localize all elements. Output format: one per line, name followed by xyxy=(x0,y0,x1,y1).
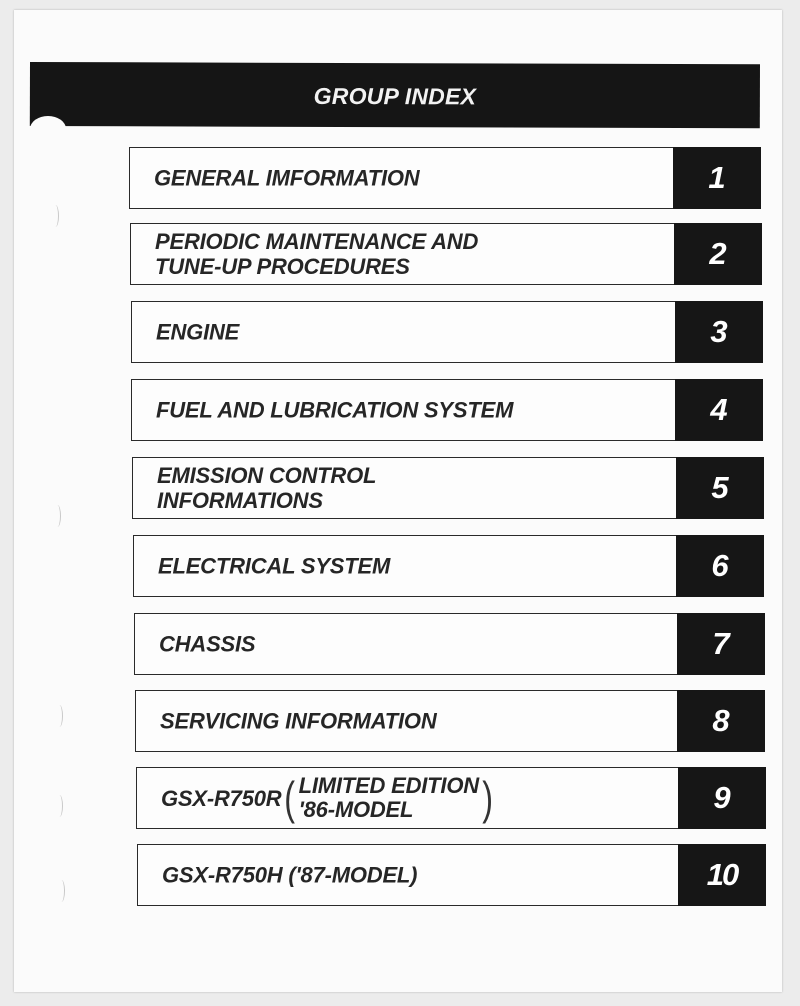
group-entry-title xyxy=(162,863,665,888)
group-number-tab[interactable]: 10 xyxy=(678,844,766,906)
group-number-tab[interactable]: 9 xyxy=(678,767,766,829)
model-detail-line: LIMITED EDITION xyxy=(298,773,479,798)
group-entry-title-line: SERVICING INFORMATION xyxy=(160,708,437,734)
binder-hole xyxy=(30,116,66,142)
group-entry-title xyxy=(156,398,662,423)
group-entry-title-line: ELECTRICAL SYSTEM xyxy=(158,553,391,579)
group-number-tab[interactable]: 8 xyxy=(677,690,765,752)
open-paren: ( xyxy=(284,772,296,824)
group-entry-title xyxy=(155,229,661,279)
group-entry-title-line: GSX-R750H ('87-MODEL) xyxy=(162,862,418,888)
group-entry-title xyxy=(158,554,663,579)
model-detail-line: '86-MODEL xyxy=(298,797,414,822)
group-entry-title-line: CHASSIS xyxy=(159,631,256,657)
group-index-header xyxy=(30,62,760,128)
group-entry[interactable] xyxy=(133,535,764,597)
binder-mark xyxy=(58,880,65,902)
group-entry[interactable] xyxy=(129,147,761,209)
group-entry-title xyxy=(157,463,663,513)
group-entry-title xyxy=(154,166,660,191)
close-paren: ) xyxy=(482,772,493,824)
group-entry[interactable] xyxy=(130,223,762,285)
group-entry-title-line: EMISSION CONTROL xyxy=(157,463,377,488)
group-entry-title-line: FUEL AND LUBRICATION SYSTEM xyxy=(156,397,514,423)
group-entry-title-line: INFORMATIONS xyxy=(157,488,323,513)
group-entry-title xyxy=(156,320,662,345)
group-entry-title xyxy=(160,709,664,734)
group-entry[interactable] xyxy=(136,767,766,829)
page-title: GROUP INDEX xyxy=(313,82,477,110)
group-entry-title-line: GENERAL IMFORMATION xyxy=(154,165,420,191)
group-entry-title-line: TUNE-UP PROCEDURES xyxy=(155,254,410,279)
group-number-tab[interactable]: 6 xyxy=(676,535,764,597)
group-entry-title-line: ENGINE xyxy=(156,319,240,345)
group-number-tab[interactable]: 4 xyxy=(675,379,763,441)
group-entry-title-line: PERIODIC MAINTENANCE AND xyxy=(155,229,479,254)
group-number-tab[interactable]: 3 xyxy=(675,301,763,363)
model-name: GSX-R750R xyxy=(161,785,282,811)
group-entry[interactable] xyxy=(134,613,765,675)
binder-mark xyxy=(54,505,61,527)
binder-mark xyxy=(56,795,63,817)
group-entry-title xyxy=(161,774,665,822)
binder-mark xyxy=(52,205,59,227)
group-number-tab[interactable]: 5 xyxy=(676,457,764,519)
group-number-tab[interactable]: 2 xyxy=(674,223,762,285)
binder-mark xyxy=(56,705,63,727)
group-entry[interactable] xyxy=(132,457,764,519)
group-entry[interactable] xyxy=(135,690,765,752)
group-number-tab[interactable]: 7 xyxy=(677,613,765,675)
group-number-tab[interactable]: 1 xyxy=(673,147,761,209)
group-entry-title xyxy=(159,632,664,657)
group-entry[interactable] xyxy=(137,844,766,906)
group-entry[interactable] xyxy=(131,379,763,441)
group-entry[interactable] xyxy=(131,301,763,363)
